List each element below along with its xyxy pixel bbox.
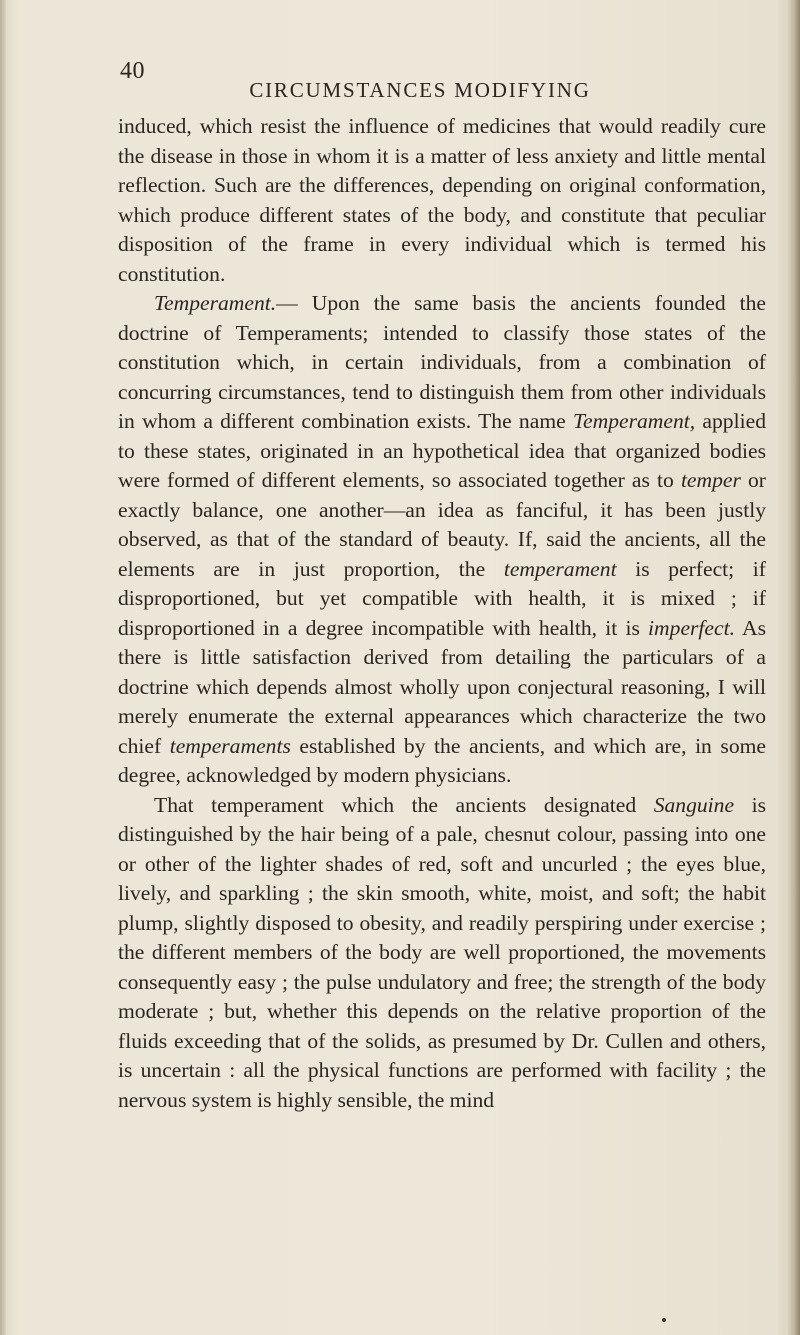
italic-term: imperfect. [648,615,735,640]
italic-term: Temperament, [572,409,696,433]
text-span: As there is little satisfaction derived from detailing the particulars of a doctrine which depends almost wholly upon conjectural reasoning, I will merely enumerate the external appearances which characterize the two chief [118,615,766,758]
text-span: or exactly balance, one another—an idea as fanciful, it has been justly observed, as that of the standard of beauty. If, said the ancients, all the elements are in just proportion, the [118,468,767,581]
paragraph-temperament [118,289,766,791]
body-text [118,112,766,1115]
ink-speck [662,1318,666,1322]
paragraph-sanguine [118,791,766,1116]
text-span: That temperament which the ancients designated [154,792,654,817]
text-span: is perfect; if disproportioned, but yet compatible with health, it is mixed ; if disproportioned in a degree incompatible with health, it is [118,556,766,640]
heading-dash: — [276,291,312,315]
text-span: Upon the same basis the ancients founded the doctrine of Temperaments; intended to classify those states of the constitution which, in certain individuals, from a combination of concurring circumstances, tend to distinguish them from other individuals in whom a different combination exists. The name [118,291,767,433]
text-span: is distinguished by the hair being of a pale, chesnut colour, passing into one or other of the lighter shades of red, soft and uncurled ; the eyes blue, lively, and sparkling ; the skin smooth, white, moist, and soft; the habit plump, slightly disposed to obesity, and readily perspiring under exercise ; the different members of the body are well proportioned, the movements consequently easy ; the pulse undulatory and free; the strength of the body moderate ; but, whether this depends on the relative proportion of the fluids exceeding that of the solids, as presumed by Dr. Cullen and others, is uncertain : all the physical functions are performed with facility ; the nervous system is highly sensible, the mind [118,792,766,1112]
italic-term: temper [680,468,741,492]
italic-term: temperaments [169,733,291,758]
italic-term: temperament [503,556,617,581]
page-left-edge [0,0,6,1335]
running-title: CIRCUMSTANCES MODIFYING [249,78,591,102]
text-span: applied to these states, originated in an hypothetical idea that organized bodies were formed of different elements, so associated together as to [118,409,766,492]
page-number: 40 [120,58,145,84]
paragraph-constitution: induced, which resist the influence of medicines that would readily cure the disease in those in whom it is a matter of less anxiety and little mental reflection. Such are the differences, depending on original conformation, which produce different states of the body, and constitute that peculiar disposition of the frame in every individual which is termed his constitution. [118,114,766,286]
section-lead-heading: Temperament. [154,291,277,315]
italic-term: Sanguine [653,792,735,817]
text-span: established by the ancients, and which are, in some degree, acknowledged by modern physicians. [118,733,766,787]
page-right-edge [786,0,800,1335]
